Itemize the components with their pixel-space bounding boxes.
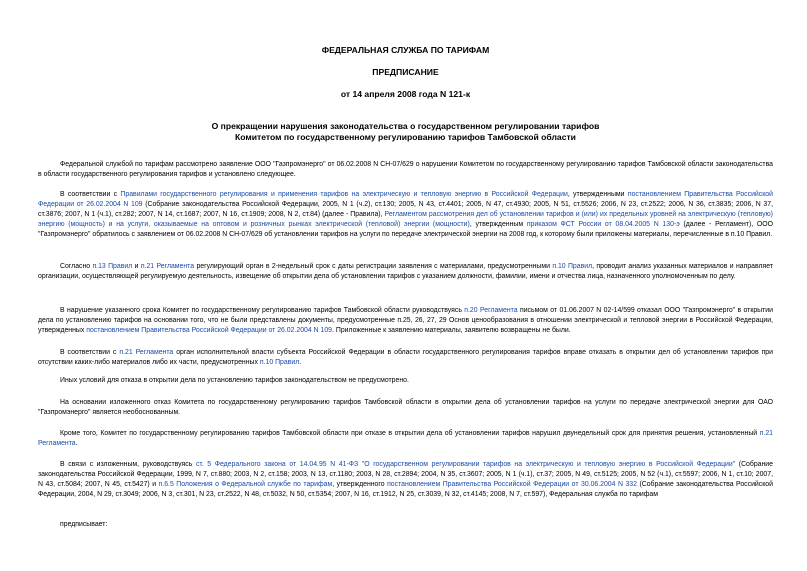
document-link[interactable]: п.10 Правил — [259, 359, 300, 366]
paragraph-text: , утвержденными — [567, 191, 628, 198]
paragraph-text: Федеральной службой по тарифам рассмотрено заявление ООО "Газпромэнерго" от 06.02.2008 N СН-07/629 о нарушении Комитетом по государственному регулированию тарифов Тамбовской области законодательства в области государственного регулирования тарифов и установлено следующее. — [38, 161, 773, 178]
document-link[interactable]: приказом ФСТ России от 08.04.2005 N 130-э — [526, 221, 680, 228]
paragraph-text: В соответствии с — [60, 349, 120, 356]
paragraph-6 — [38, 376, 773, 386]
paragraph-text: В связи с изложенным, руководствуясь — [60, 461, 196, 468]
paragraph-text: предписывает: — [60, 521, 108, 528]
paragraph-8 — [38, 429, 773, 449]
document-date-number: от 14 апреля 2008 года N 121-к — [340, 89, 471, 99]
paragraph-text: , проводит анализ указанных материалов и направляет организации, осуществляющей регулируемую деятельность, извещение об открытии дела об установлении тарифов с указанием должности, фамилии, имени и отчества лица, назначенного уполномоченным по делу. — [38, 263, 774, 280]
paragraph-4 — [38, 306, 773, 336]
paragraph-3 — [38, 262, 773, 282]
paragraph-text: . — [75, 440, 78, 447]
paragraph-text: орган исполнительной власти субъекта Российской Федерации в области государственного регулирования тарифов вправе отказать в открытии дел об установлении тарифов при отсутствии каких-либо материалов либо их части, предусмотренных — [38, 349, 773, 366]
paragraph-text: В соответствии с — [60, 191, 121, 198]
document-link[interactable]: п.21 Регламента — [140, 263, 195, 270]
paragraph-text: , утвержденного — [332, 481, 388, 488]
paragraph-text: . Приложенные к заявлению материалы, заявителю возвращены не были. — [332, 327, 571, 334]
paragraph-text: регулирующий орган в 2-недельный срок с даты регистрации заявления с материалами, предусмотренными — [194, 263, 553, 270]
document-type: ПРЕДПИСАНИЕ — [372, 67, 439, 77]
document-link[interactable]: п.20 Регламента — [464, 307, 518, 314]
paragraph-2 — [38, 190, 773, 240]
paragraph-text: В нарушение указанного срока Комитет по государственному регулированию тарифов Тамбовской области руководствуясь — [60, 307, 465, 314]
paragraph-1 — [38, 160, 773, 180]
document-link[interactable]: п.21 Регламента — [38, 430, 773, 447]
document-link[interactable]: Регламентом рассмотрения дел об установлении тарифов и (или) их предельных уровней на электрическую (тепловую) энергию (мощность) и на услуги, оказываемые на оптовом и розничных рынках электрической (тепловой) энергии (мощности) — [38, 211, 773, 228]
paragraph-10 — [38, 520, 773, 530]
document-link[interactable]: постановлением Правительства Российской Федерации от 26.02.2004 N 109 — [86, 327, 333, 334]
paragraph-text: (далее - Регламент), ООО "Газпромэнерго" обратилось с заявлением от 06.02.2008 N СН-07/629 об установлении тарифов на услуги по передаче электрической энергии на 2008 год, к которому были приложены материалы, перечисленные в п.10 Правил. — [38, 221, 773, 238]
paragraph-text: (Собрание законодательства Российской Федерации, 2004, N 29, ст.3049; 2006, N 3, ст.301, N 23, ст.2522, N 48, ст.5032, N 50, ст.5354; 2007, N 16, ст.1912, N 25, ст.3039, N 32, ст.4145; 2008, N 7, ст.597), Федеральная служба по тарифам — [38, 481, 773, 498]
document-title-line1: О прекращении нарушения законодательства о государственном регулировании тарифов — [211, 121, 600, 131]
paragraph-text: Иных условий для отказа в открытии дела по установлению тарифов законодательством не предусмотрено. — [60, 377, 409, 384]
document-link[interactable]: постановлением Правительства Российской Федерации от 26.02.2004 N 109 — [38, 191, 773, 208]
paragraph-7 — [38, 398, 773, 418]
document-link[interactable]: п.6.5 Положения о Федеральной службе по тарифам — [158, 481, 333, 488]
document-link[interactable]: п.13 Правил — [92, 263, 133, 270]
paragraph-text: Кроме того, Комитет по государственному регулированию тарифов Тамбовской области при отказе в открытии дела об установлении тарифов нарушил двунедельный срок для принятия решения, установленный — [60, 430, 760, 437]
document-link[interactable]: постановлением Правительства Российской Федерации от 30.06.2004 N 332 — [387, 481, 637, 488]
paragraph-text: , утвержденным — [469, 221, 527, 228]
paragraph-text: На основании изложенного отказ Комитета по государственному регулированию тарифов Тамбовской области в открытии дела об установлении тарифов на услуги по передаче электрической энергии для ОАО "Газпромэнерго" является необоснованным. — [38, 399, 773, 416]
paragraph-5 — [38, 348, 773, 368]
document-title-line2: Комитетом по государственному регулированию тарифов Тамбовской области — [235, 132, 576, 142]
paragraph-9 — [38, 460, 773, 500]
paragraph-text: Согласно — [60, 263, 93, 270]
document-link[interactable]: п.10 Правил — [552, 263, 593, 270]
agency-heading: ФЕДЕРАЛЬНАЯ СЛУЖБА ПО ТАРИФАМ — [321, 45, 490, 55]
paragraph-text: (Собрание законодательства Российской Федерации, 1999, N 7, ст.880; 2003, N 2, ст.158; 2003, N 13, ст.1180; 2003, N 28, ст.2894; 2004, N 35, ст.3607; 2005, N 1 (ч.1), ст.37; 2005, N 49, ст.5125; 2005, N 52 (ч.1), ст.5597; 2006, N 1, ст.10; 2007, N 43, ст.5084; 2007, N 45, ст.5427) и — [38, 461, 773, 488]
paragraph-text: . — [299, 359, 302, 366]
document-link[interactable]: ст. 5 Федерального закона от 14.04.95 N 41-ФЗ "О государственном регулировании тарифов на электрическую и тепловую энергию в Российской Федерации" — [195, 461, 736, 468]
document-link[interactable]: Правилами государственного регулирования и применения тарифов на электрическую и тепловую энергию в Российской Федерации — [120, 191, 568, 198]
document-link[interactable]: п.21 Регламента — [119, 349, 174, 356]
paragraph-text: и — [132, 263, 141, 270]
paragraph-text: письмом от 01.06.2007 N 02-14/599 отказал ООО "Газпромэнерго" в открытии дела по установлению тарифов на основании того, что не были представлены документы, предусмотренные п.25, 26, 27, 29 Основ ценообразования в отношении электрической и тепловой энергии в Российской Федерации, утвержденных — [38, 307, 773, 334]
paragraph-text: (Собрание законодательства Российской Федерации, 2005, N 1 (ч.2), ст.130; 2005, N 43, ст.4401; 2005, N 47, ст.4930; 2005, N 51, ст.5526; 2006, N 23, ст.2522; 2006, N 36, ст.3835; 2006, N 37, ст.3876; 2007, N 1 (ч.1), ст.282; 2007, N 14, ст.1687; 2007, N 16, ст.1909; 2008, N 2, ст.84) (далее - Правила), — [38, 201, 773, 218]
